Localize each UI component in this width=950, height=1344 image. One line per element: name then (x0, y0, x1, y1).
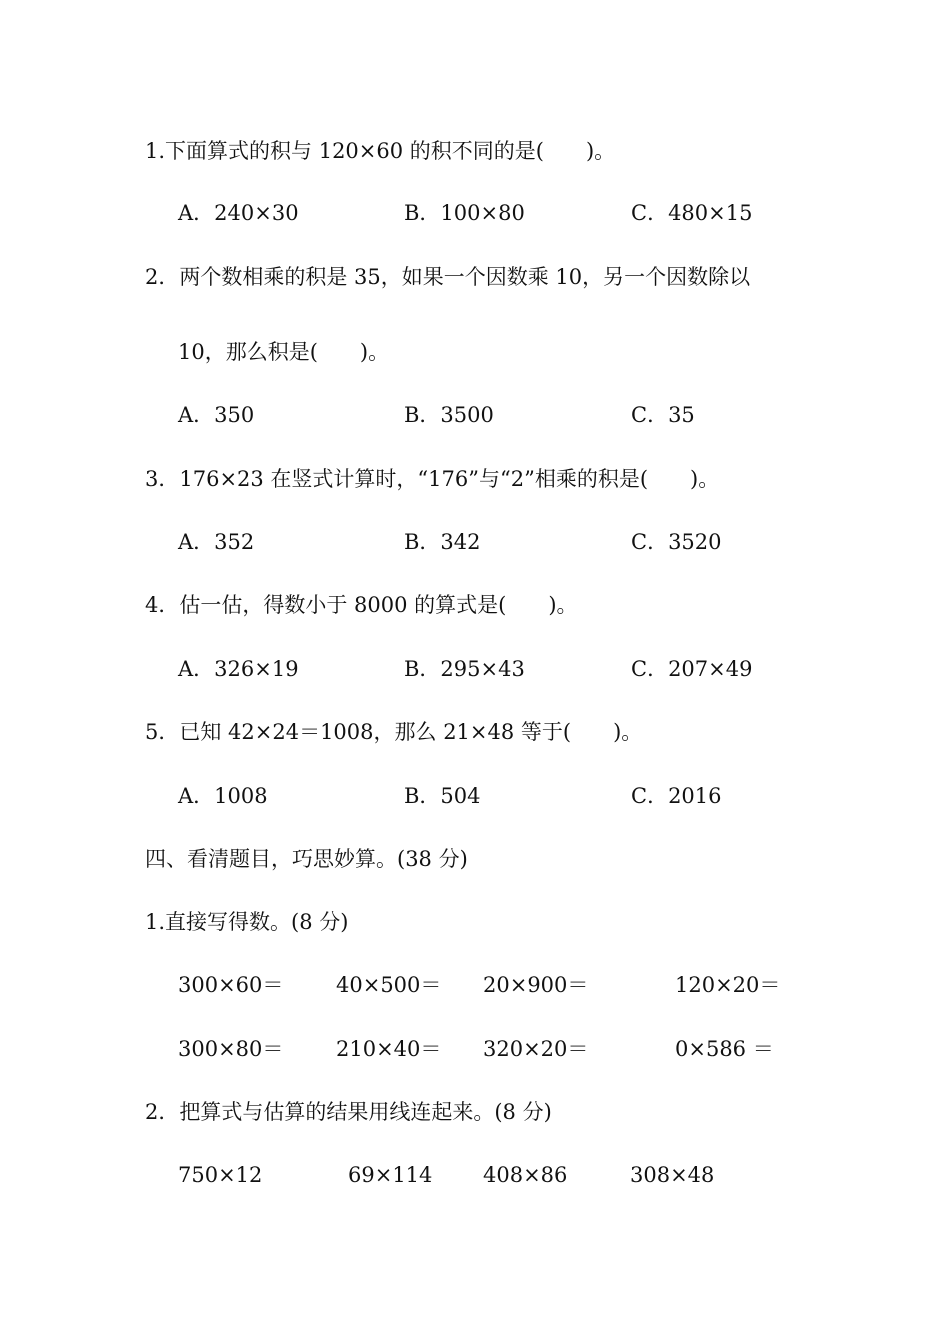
question-2-option-a: A．350 (178, 403, 255, 427)
mental-math-item: 300×60＝ (178, 973, 284, 997)
mental-math-item: 20×900＝ (483, 973, 589, 997)
mental-math-item: 300×80＝ (178, 1037, 284, 1061)
mental-math-item: 120×20＝ (675, 973, 781, 997)
question-5-stem: 5．已知 42×24＝1008，那么 21×48 等于( )。 (145, 720, 643, 744)
question-1-stem: 1.下面算式的积与 120×60 的积不同的是( )。 (145, 139, 616, 163)
estimation-item: 750×12 (178, 1163, 263, 1187)
question-3-stem: 3．176×23 在竖式计算时，“176”与“2”相乘的积是( )。 (145, 467, 720, 491)
estimation-item: 69×114 (348, 1163, 433, 1187)
question-1-option-c: C．480×15 (631, 201, 753, 225)
question-4-option-b: B．295×43 (404, 657, 525, 681)
estimation-items-row (0, 1161, 950, 1189)
mental-math-item: 320×20＝ (483, 1037, 589, 1061)
question-5-options (0, 782, 950, 810)
question-2-stem-continued: 10，那么积是( )。 (178, 340, 390, 364)
question-3-option-c: C．3520 (631, 530, 722, 554)
question-5-option-b: B．504 (404, 784, 481, 808)
question-4-options (0, 655, 950, 683)
mental-math-row-2 (0, 1035, 950, 1063)
question-1-option-a: A．240×30 (178, 201, 299, 225)
question-1-options (0, 199, 950, 227)
estimation-item: 408×86 (483, 1163, 568, 1187)
question-4-option-c: C．207×49 (631, 657, 753, 681)
question-3-option-b: B．342 (404, 530, 481, 554)
question-4-stem: 4．估一估，得数小于 8000 的算式是( )。 (145, 593, 578, 617)
mental-math-row-1 (0, 971, 950, 999)
question-2-option-c: C．35 (631, 403, 695, 427)
question-1-option-b: B．100×80 (404, 201, 525, 225)
section-4-part-2-title: 2．把算式与估算的结果用线连起来。(8 分) (145, 1100, 552, 1124)
question-3-option-a: A．352 (178, 530, 255, 554)
question-3-options (0, 528, 950, 556)
question-2-options (0, 401, 950, 429)
section-4-part-1-title: 1.直接写得数。(8 分) (145, 910, 349, 934)
question-4-option-a: A．326×19 (178, 657, 299, 681)
mental-math-item: 210×40＝ (336, 1037, 442, 1061)
estimation-item: 308×48 (630, 1163, 715, 1187)
section-4-title: 四、看清题目，巧思妙算。(38 分) (145, 847, 468, 871)
mental-math-item: 40×500＝ (336, 973, 442, 997)
question-5-option-a: A．1008 (178, 784, 268, 808)
question-5-option-c: C．2016 (631, 784, 722, 808)
question-2-stem: 2．两个数相乘的积是 35，如果一个因数乘 10，另一个因数除以 (145, 265, 751, 289)
question-2-option-b: B．3500 (404, 403, 494, 427)
mental-math-item: 0×586 ＝ (675, 1037, 774, 1061)
